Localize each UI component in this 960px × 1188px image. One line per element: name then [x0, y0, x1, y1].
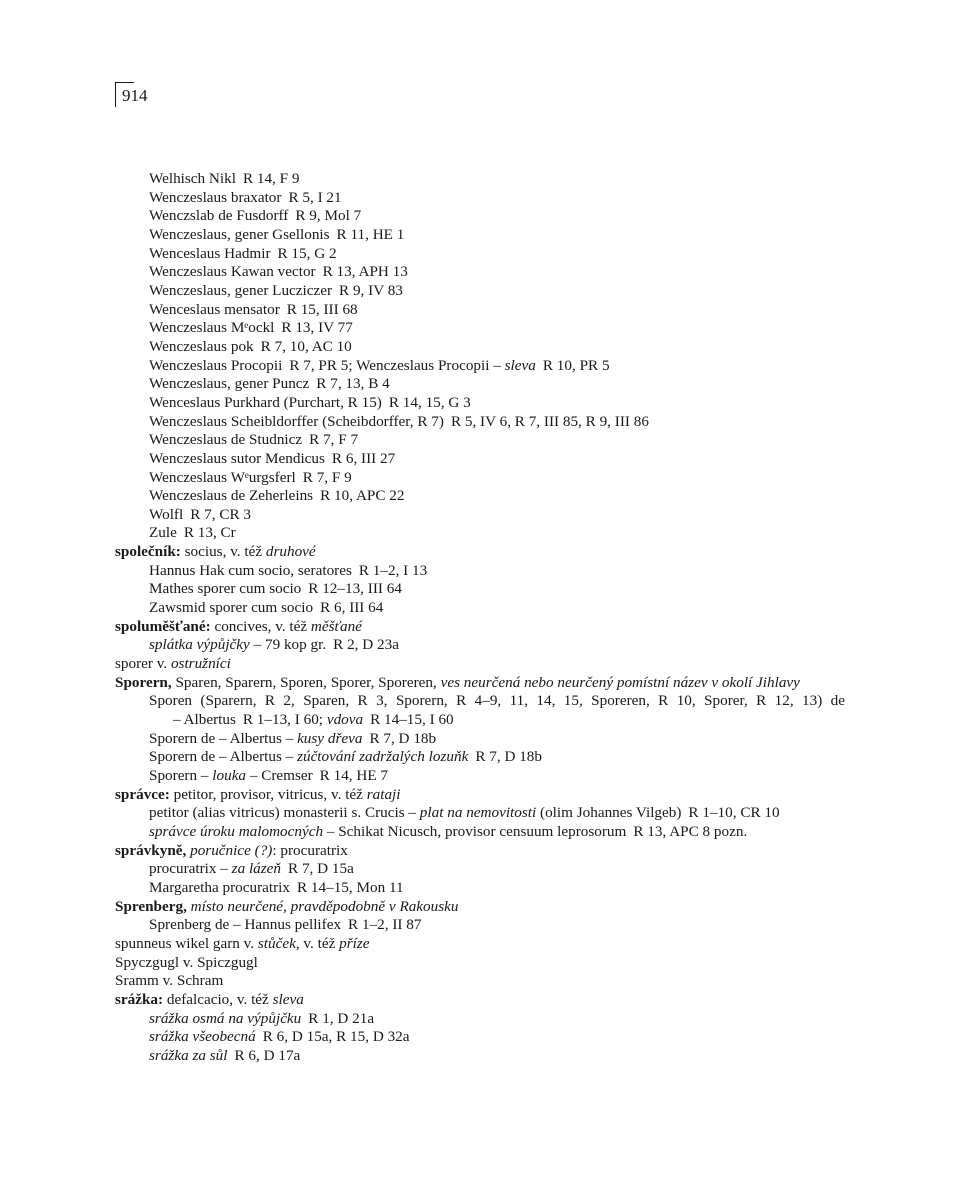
index-subentry-line [115, 562, 845, 581]
source-reference: R 1–2, I 13 [358, 561, 428, 579]
source-reference: R 10, PR 5 [542, 356, 610, 374]
source-reference: R 7, F 9 [302, 468, 352, 486]
index-subentry-line [115, 879, 845, 898]
italic-gloss: vdova [326, 711, 364, 729]
index-headword-line [115, 786, 845, 805]
source-reference: R 7, 10, AC 10 [260, 337, 352, 355]
index-subentry-line [115, 450, 845, 469]
source-reference: R 1, D 21a [308, 1009, 375, 1027]
entry-text: Sporen (Sparern, R 2, Sparen, R 3, Sporern, R 4–9, 11, 14, 15, Sporeren, R 10, Sporer, R 12, 13) de [149, 692, 845, 710]
source-reference: R 15, G 2 [277, 244, 337, 262]
entry-text: (olim Johannes Vilgeb) [536, 804, 682, 822]
index-subentry-line [115, 711, 845, 730]
index-subentry-line [115, 1047, 845, 1066]
page-number [115, 82, 148, 106]
index-headword-line [115, 842, 845, 861]
entry-text: Sprenberg de – Hannus pellifex [149, 916, 342, 934]
source-reference: R 14–15, I 60 [370, 711, 454, 729]
entry-text: Sparen, Sparern, Sporen, Sporer, Sporeren, [171, 673, 441, 691]
entry-text: Margaretha procuratrix [149, 878, 290, 896]
page-corner-mark [115, 82, 134, 107]
source-reference: R 13, Cr [183, 524, 236, 542]
italic-gloss: stůček [257, 934, 296, 952]
source-reference: R 1–2, II 87 [348, 916, 422, 934]
entry-text: – Schikat Nicusch, provisor censuum leprosorum [323, 822, 627, 840]
source-reference: R 11, HE 1 [336, 225, 405, 243]
entry-text: spunneus wikel garn v. [115, 934, 258, 952]
headword: Sprenberg, [115, 897, 187, 915]
entry-text: procuratrix – [149, 860, 232, 878]
source-reference: R 6, D 17a [234, 1046, 301, 1064]
index-subentry-line [115, 394, 845, 413]
entry-text: Sporern de – Albertus – [149, 729, 298, 747]
entry-text: petitor, provisor, vitricus, v. též [169, 785, 367, 803]
italic-gloss: místo neurčené, pravděpodobně v Rakousku [190, 897, 459, 915]
index-entries [115, 170, 845, 1066]
italic-gloss: sleva [504, 356, 536, 374]
entry-text: sporer v. [115, 655, 171, 673]
index-headword-line [115, 898, 845, 917]
source-reference: R 10, APC 22 [320, 487, 405, 505]
italic-gloss: kusy dřeva [297, 729, 363, 747]
entry-text: , v. též [295, 934, 340, 952]
italic-gloss: měšťané [310, 617, 362, 635]
index-subentry-line [115, 170, 845, 189]
index-headword-line [115, 991, 845, 1010]
entry-text: Sramm v. Schram [115, 972, 224, 990]
source-reference: R 13, APH 13 [322, 263, 408, 281]
entry-text: socius, v. též [180, 543, 266, 561]
source-reference: R 14, 15, G 3 [388, 393, 471, 411]
index-subentry-line [115, 524, 845, 543]
entry-text: Wenczslab de Fusdorff [149, 207, 289, 225]
index-subentry-line [115, 263, 845, 282]
entry-text: Sporern de – Albertus – [149, 748, 298, 766]
source-reference: R 9, Mol 7 [295, 207, 362, 225]
entry-text: Wenczeslaus, gener Puncz [149, 375, 310, 393]
entry-text: Wenczeslaus Procopii [149, 356, 283, 374]
index-headword-line [115, 972, 845, 991]
index-subentry-line [115, 301, 845, 320]
source-reference: R 7, D 15a [288, 860, 354, 878]
source-reference: R 15, III 68 [286, 300, 358, 318]
entry-text: defalcacio, v. též [163, 990, 273, 1008]
index-subentry-line [115, 860, 845, 879]
source-reference: R 6, III 27 [331, 449, 396, 467]
index-subentry-line [115, 580, 845, 599]
italic-gloss: splátka výpůjčky [149, 636, 250, 654]
entry-text: – 79 kop gr. [249, 636, 327, 654]
index-subentry-line [115, 1010, 845, 1029]
index-headword-line [115, 543, 845, 562]
source-reference: R 14, F 9 [242, 170, 300, 187]
entry-text: Wenczeslaus Wᵉurgsferl [149, 468, 296, 486]
index-subentry-line [115, 189, 845, 208]
entry-text: Wenceslaus Hadmir [149, 244, 271, 262]
entry-text: Wolfl [149, 505, 184, 523]
index-subentry-line [115, 692, 845, 711]
entry-text: Wenczeslaus de Zeherleins [149, 487, 314, 505]
entry-text: Wenczeslaus sutor Mendicus [149, 449, 325, 467]
entry-text: – Cremser [246, 767, 313, 784]
entry-text: – Albertus [173, 711, 236, 729]
source-reference: R 7, PR 5; Wenczeslaus Procopii – [289, 356, 505, 374]
source-reference: R 5, IV 6, R 7, III 85, R 9, III 86 [450, 412, 649, 430]
index-subentry-line [115, 804, 845, 823]
index-subentry-line [115, 506, 845, 525]
italic-gloss: srážka za sůl [149, 1046, 228, 1064]
entry-text: Hannus Hak cum socio, seratores [149, 561, 352, 579]
italic-gloss: ostružníci [170, 655, 231, 673]
entry-text: Mathes sporer cum socio [149, 580, 302, 598]
source-reference: R 1–13, I 60; [242, 711, 327, 729]
index-subentry-line [115, 226, 845, 245]
index-headword-line [115, 655, 845, 674]
source-reference: R 6, D 15a, R 15, D 32a [262, 1028, 410, 1046]
index-subentry-line [115, 245, 845, 264]
entry-text: Wenczeslaus de Studnicz [149, 431, 303, 449]
index-subentry-line [115, 730, 845, 749]
index-subentry-line [115, 1028, 845, 1047]
index-subentry-line [115, 319, 845, 338]
italic-gloss: příze [339, 934, 370, 952]
italic-gloss: poručnice (?) [190, 841, 273, 859]
headword: srážka: [115, 990, 164, 1008]
source-reference: R 2, D 23a [333, 636, 399, 654]
entry-text: Wenczeslaus Kawan vector [149, 263, 316, 281]
italic-gloss: zúčtování zadržalých lozuňk [297, 748, 469, 766]
index-headword-line [115, 674, 845, 693]
source-reference: R 14, HE 7 [319, 767, 389, 784]
italic-gloss: rataji [366, 785, 401, 803]
italic-gloss: sleva [272, 990, 304, 1008]
index-subentry-line [115, 636, 845, 655]
index-headword-line [115, 954, 845, 973]
source-reference: R 6, III 64 [320, 599, 384, 617]
source-reference: R 7, 13, B 4 [316, 375, 390, 393]
index-subentry-line [115, 823, 845, 842]
entry-text: Wenczeslaus, gener Lucziczer [149, 281, 333, 299]
source-reference: R 9, IV 83 [339, 281, 403, 299]
headword: správkyně, [115, 841, 187, 859]
entry-text: Wenczeslaus, gener Gsellonis [149, 225, 330, 243]
index-subentry-line [115, 375, 845, 394]
italic-gloss: správce úroku malomocných [149, 822, 324, 840]
entry-text: : procuratrix [272, 841, 348, 859]
source-reference: R 7, CR 3 [190, 505, 251, 523]
headword: Sporern, [115, 673, 172, 691]
italic-gloss: plat na nemovitosti [419, 804, 537, 822]
entry-text: Wenczeslaus braxator [149, 188, 282, 206]
entry-text: petitor (alias vitricus) monasterii s. Crucis – [149, 804, 420, 822]
index-subentry-line [115, 916, 845, 935]
source-reference: R 1–10, CR 10 [688, 804, 780, 822]
entry-text: Wenczeslaus Mᵉockl [149, 319, 275, 337]
headword: spoluměšťané: [115, 617, 211, 635]
index-subentry-line [115, 599, 845, 618]
entry-text: Sporern – [149, 767, 213, 784]
headword: společník: [115, 543, 181, 561]
entry-text: Zawsmid sporer cum socio [149, 599, 314, 617]
index-subentry-line [115, 431, 845, 450]
index-subentry-line [115, 282, 845, 301]
page-number-text: 914 [122, 86, 148, 105]
italic-gloss: srážka všeobecná [149, 1028, 256, 1046]
index-headword-line [115, 935, 845, 954]
source-reference: R 7, F 7 [309, 431, 359, 449]
italic-gloss: za lázeň [231, 860, 282, 878]
source-reference: R 12–13, III 64 [308, 580, 402, 598]
entry-text: concives, v. též [210, 617, 311, 635]
source-reference: R 14–15, Mon 11 [296, 878, 404, 896]
entry-text: Wenceslaus Purkhard (Purchart, R 15) [149, 393, 382, 411]
entry-text: Wenceslaus mensator [149, 300, 280, 318]
entry-text: Wenczeslaus Scheibldorffer (Scheibdorffer, R 7) [149, 412, 444, 430]
entry-text: Wenczeslaus pok [149, 337, 254, 355]
source-reference: R 13, IV 77 [281, 319, 353, 337]
index-subentry-line [115, 767, 845, 786]
italic-gloss: srážka osmá na výpůjčku [149, 1009, 302, 1027]
source-reference: R 13, APC 8 pozn. [633, 822, 748, 840]
index-subentry-line [115, 748, 845, 767]
index-subentry-line [115, 357, 845, 376]
entry-text: Zule [149, 524, 177, 542]
source-reference: R 5, I 21 [288, 188, 342, 206]
entry-text: Welhisch Nikl [149, 170, 236, 187]
source-reference: R 7, D 18b [475, 748, 542, 766]
index-subentry-line [115, 207, 845, 226]
italic-gloss: druhové [265, 543, 316, 561]
italic-gloss: louka [212, 767, 247, 784]
index-subentry-line [115, 469, 845, 488]
index-subentry-line [115, 413, 845, 432]
index-subentry-line [115, 487, 845, 506]
headword: správce: [115, 785, 170, 803]
italic-gloss: ves neurčená nebo neurčený pomístní název v okolí Jihlavy [440, 673, 800, 691]
index-subentry-line [115, 338, 845, 357]
index-headword-line [115, 618, 845, 637]
entry-text: Spyczgugl v. Spiczgugl [115, 953, 258, 971]
source-reference: R 7, D 18b [369, 729, 437, 747]
